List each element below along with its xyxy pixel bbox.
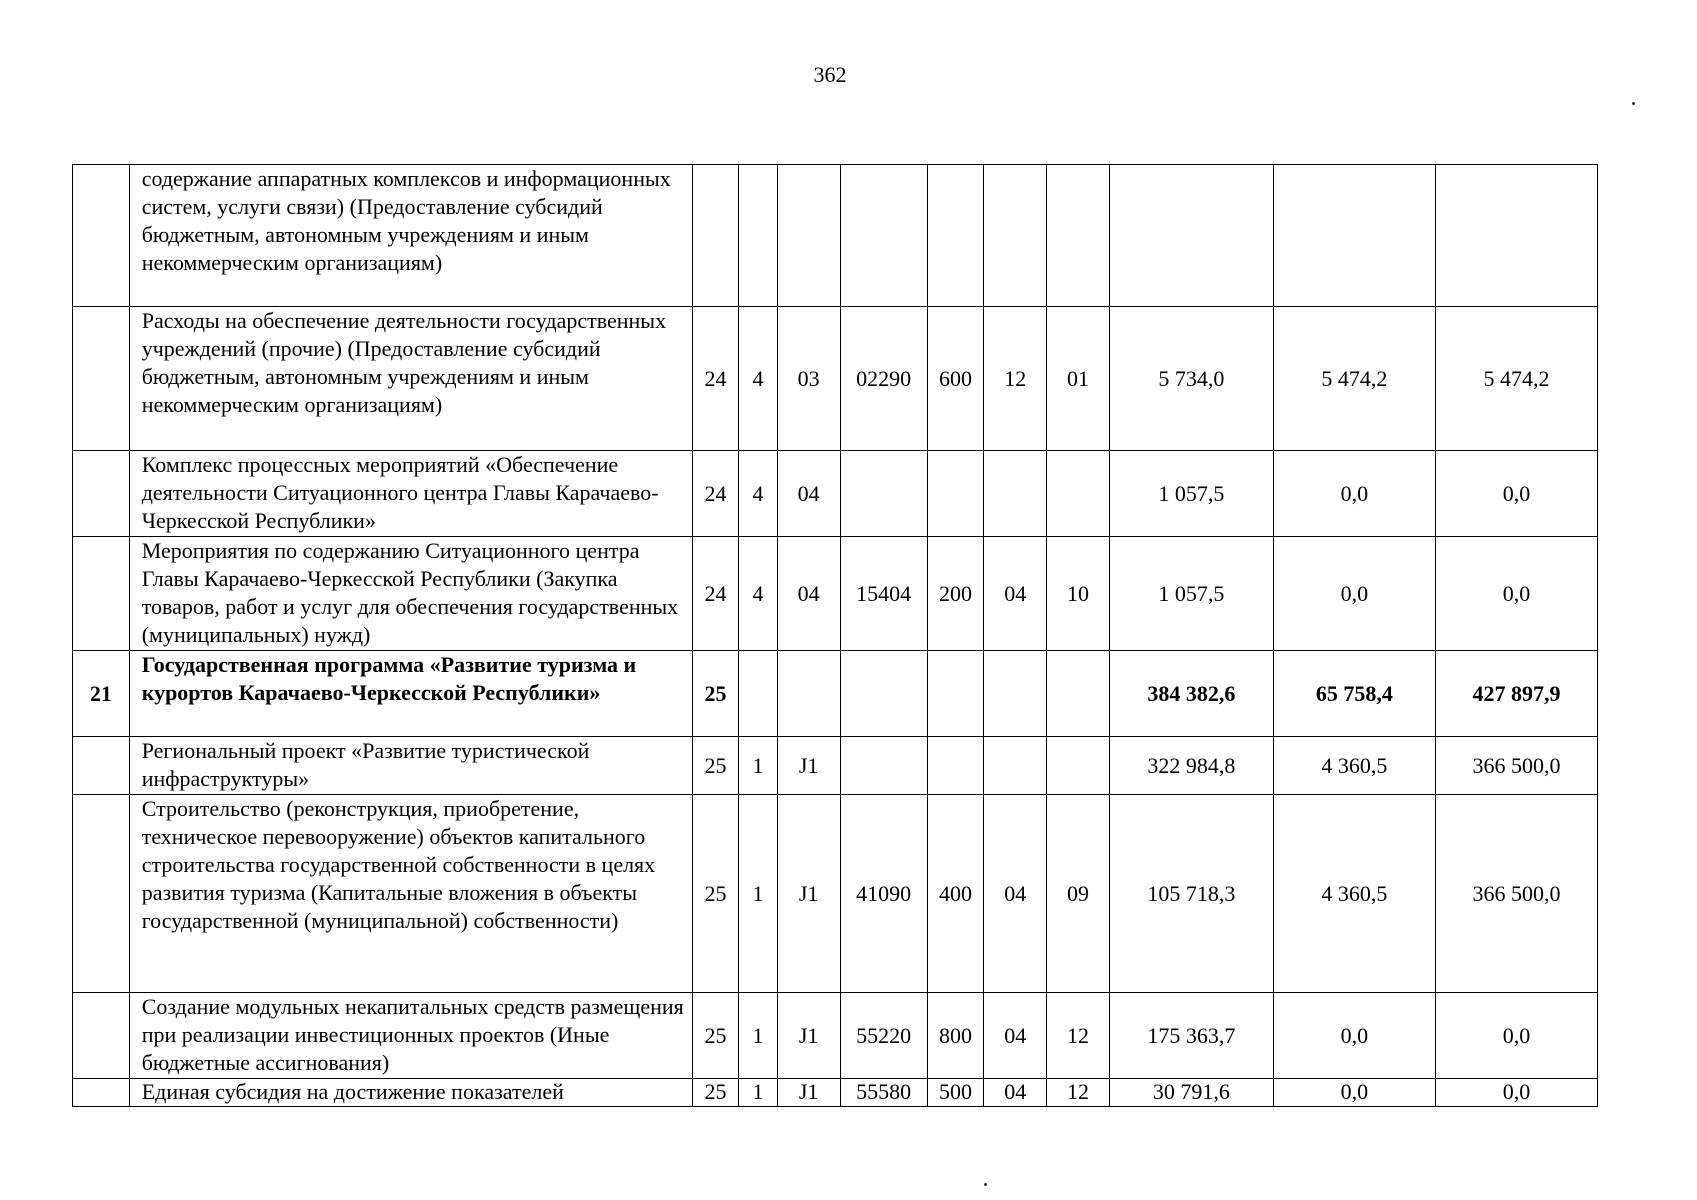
code-cell: 600: [927, 307, 984, 451]
row-name: Комплекс процессных мероприятий «Обеспечение деятельности Ситуационного центра Главы Карачаево-Черкесской Республики»: [129, 451, 692, 537]
code-cell: J1: [777, 993, 840, 1079]
code-cell: 24: [692, 307, 739, 451]
code-cell: 12: [984, 307, 1047, 451]
code-cell: 10: [1047, 537, 1110, 651]
amount-cell: 30 791,6: [1109, 1079, 1273, 1107]
code-cell: 03: [777, 307, 840, 451]
row-name: Создание модульных некапитальных средств размещения при реализации инвестиционных проектов (Иные бюджетные ассигнования): [129, 993, 692, 1079]
amount-cell: 105 718,3: [1109, 795, 1273, 993]
row-name: Государственная программа «Развитие туризма и курортов Карачаево-Черкесской Республики»: [129, 651, 692, 737]
scan-speck: [1632, 102, 1635, 105]
code-cell: 25: [692, 1079, 739, 1107]
code-cell: 04: [777, 537, 840, 651]
code-cell: 4: [739, 451, 777, 537]
amount-cell: 0,0: [1435, 537, 1597, 651]
amount-cell: 322 984,8: [1109, 737, 1273, 795]
budget-table: [72, 164, 1598, 1107]
amount-cell: 65 758,4: [1273, 651, 1435, 737]
code-cell: [984, 165, 1047, 307]
code-cell: [1047, 165, 1110, 307]
amount-cell: 5 474,2: [1435, 307, 1597, 451]
row-name: Единая субсидия на достижение показателей: [129, 1079, 692, 1107]
amount-cell: 5 734,0: [1109, 307, 1273, 451]
table-row: [73, 993, 1598, 1079]
amount-cell: 4 360,5: [1273, 737, 1435, 795]
code-cell: [1047, 651, 1110, 737]
code-cell: 55220: [840, 993, 927, 1079]
code-cell: 500: [927, 1079, 984, 1107]
code-cell: [739, 651, 777, 737]
code-cell: 1: [739, 993, 777, 1079]
code-cell: [840, 165, 927, 307]
code-cell: 25: [692, 737, 739, 795]
code-cell: J1: [777, 1079, 840, 1107]
scan-speck: [984, 1183, 987, 1186]
code-cell: [840, 651, 927, 737]
row-index: 21: [73, 651, 130, 737]
table-row: [73, 795, 1598, 993]
code-cell: 25: [692, 993, 739, 1079]
code-cell: [1047, 451, 1110, 537]
amount-cell: 0,0: [1435, 993, 1597, 1079]
row-index: [73, 537, 130, 651]
code-cell: 09: [1047, 795, 1110, 993]
code-cell: [840, 451, 927, 537]
amount-cell: 1 057,5: [1109, 451, 1273, 537]
amount-cell: 0,0: [1435, 1079, 1597, 1107]
code-cell: 200: [927, 537, 984, 651]
amount-cell: 0,0: [1435, 451, 1597, 537]
code-cell: [1047, 737, 1110, 795]
code-cell: [927, 737, 984, 795]
code-cell: 41090: [840, 795, 927, 993]
amount-cell: 384 382,6: [1109, 651, 1273, 737]
row-index: [73, 993, 130, 1079]
table-row: [73, 537, 1598, 651]
code-cell: J1: [777, 795, 840, 993]
row-index: [73, 1079, 130, 1107]
code-cell: 04: [984, 537, 1047, 651]
row-name: Мероприятия по содержанию Ситуационного центра Главы Карачаево-Черкесской Республики (Закупка товаров, работ и услуг для обеспечения государственных (муниципальных) нужд): [129, 537, 692, 651]
code-cell: 02290: [840, 307, 927, 451]
table-row: [73, 737, 1598, 795]
code-cell: [692, 165, 739, 307]
amount-cell: 366 500,0: [1435, 795, 1597, 993]
table-row: [73, 451, 1598, 537]
amount-cell: [1435, 165, 1597, 307]
amount-cell: 0,0: [1273, 993, 1435, 1079]
code-cell: 1: [739, 795, 777, 993]
code-cell: 25: [692, 795, 739, 993]
code-cell: 01: [1047, 307, 1110, 451]
amount-cell: 1 057,5: [1109, 537, 1273, 651]
code-cell: 800: [927, 993, 984, 1079]
code-cell: [984, 737, 1047, 795]
code-cell: [777, 165, 840, 307]
code-cell: 04: [984, 795, 1047, 993]
code-cell: [927, 165, 984, 307]
row-index: [73, 737, 130, 795]
code-cell: 04: [984, 993, 1047, 1079]
table-row-program: [73, 651, 1598, 737]
amount-cell: 5 474,2: [1273, 307, 1435, 451]
table-row: [73, 307, 1598, 451]
row-index: [73, 165, 130, 307]
page-number: 362: [813, 62, 847, 87]
row-index: [73, 795, 130, 993]
code-cell: 15404: [840, 537, 927, 651]
code-cell: 24: [692, 451, 739, 537]
code-cell: 400: [927, 795, 984, 993]
row-index: [73, 451, 130, 537]
code-cell: [777, 651, 840, 737]
table-row: [73, 1079, 1598, 1107]
code-cell: 4: [739, 537, 777, 651]
code-cell: 25: [692, 651, 739, 737]
amount-cell: 0,0: [1273, 537, 1435, 651]
code-cell: 04: [777, 451, 840, 537]
amount-cell: 0,0: [1273, 1079, 1435, 1107]
amount-cell: [1109, 165, 1273, 307]
row-name: содержание аппаратных комплексов и информационных систем, услуги связи) (Предоставление субсидий бюджетным, автономным учреждениям и иным некоммерческим организациям): [129, 165, 692, 307]
code-cell: [927, 451, 984, 537]
code-cell: [739, 165, 777, 307]
code-cell: [927, 651, 984, 737]
code-cell: 04: [984, 1079, 1047, 1107]
amount-cell: 0,0: [1273, 451, 1435, 537]
amount-cell: 4 360,5: [1273, 795, 1435, 993]
code-cell: 1: [739, 737, 777, 795]
amount-cell: [1273, 165, 1435, 307]
amount-cell: 366 500,0: [1435, 737, 1597, 795]
code-cell: J1: [777, 737, 840, 795]
row-name: Строительство (реконструкция, приобретение, техническое перевооружение) объектов капитального строительства государственной собственности в целях развития туризма (Капитальные вложения в объекты государственной (муниципальной) собственности): [129, 795, 692, 993]
code-cell: 55580: [840, 1079, 927, 1107]
amount-cell: 175 363,7: [1109, 993, 1273, 1079]
row-name: Расходы на обеспечение деятельности государственных учреждений (прочие) (Предоставление субсидий бюджетным, автономным учреждениям и иным некоммерческим организациям): [129, 307, 692, 451]
code-cell: 24: [692, 537, 739, 651]
table-row: [73, 165, 1598, 307]
amount-cell: 427 897,9: [1435, 651, 1597, 737]
code-cell: 1: [739, 1079, 777, 1107]
code-cell: [984, 451, 1047, 537]
row-name: Региональный проект «Развитие туристической инфраструктуры»: [129, 737, 692, 795]
code-cell: 12: [1047, 993, 1110, 1079]
code-cell: 4: [739, 307, 777, 451]
code-cell: [984, 651, 1047, 737]
code-cell: [840, 737, 927, 795]
code-cell: 12: [1047, 1079, 1110, 1107]
row-index: [73, 307, 130, 451]
